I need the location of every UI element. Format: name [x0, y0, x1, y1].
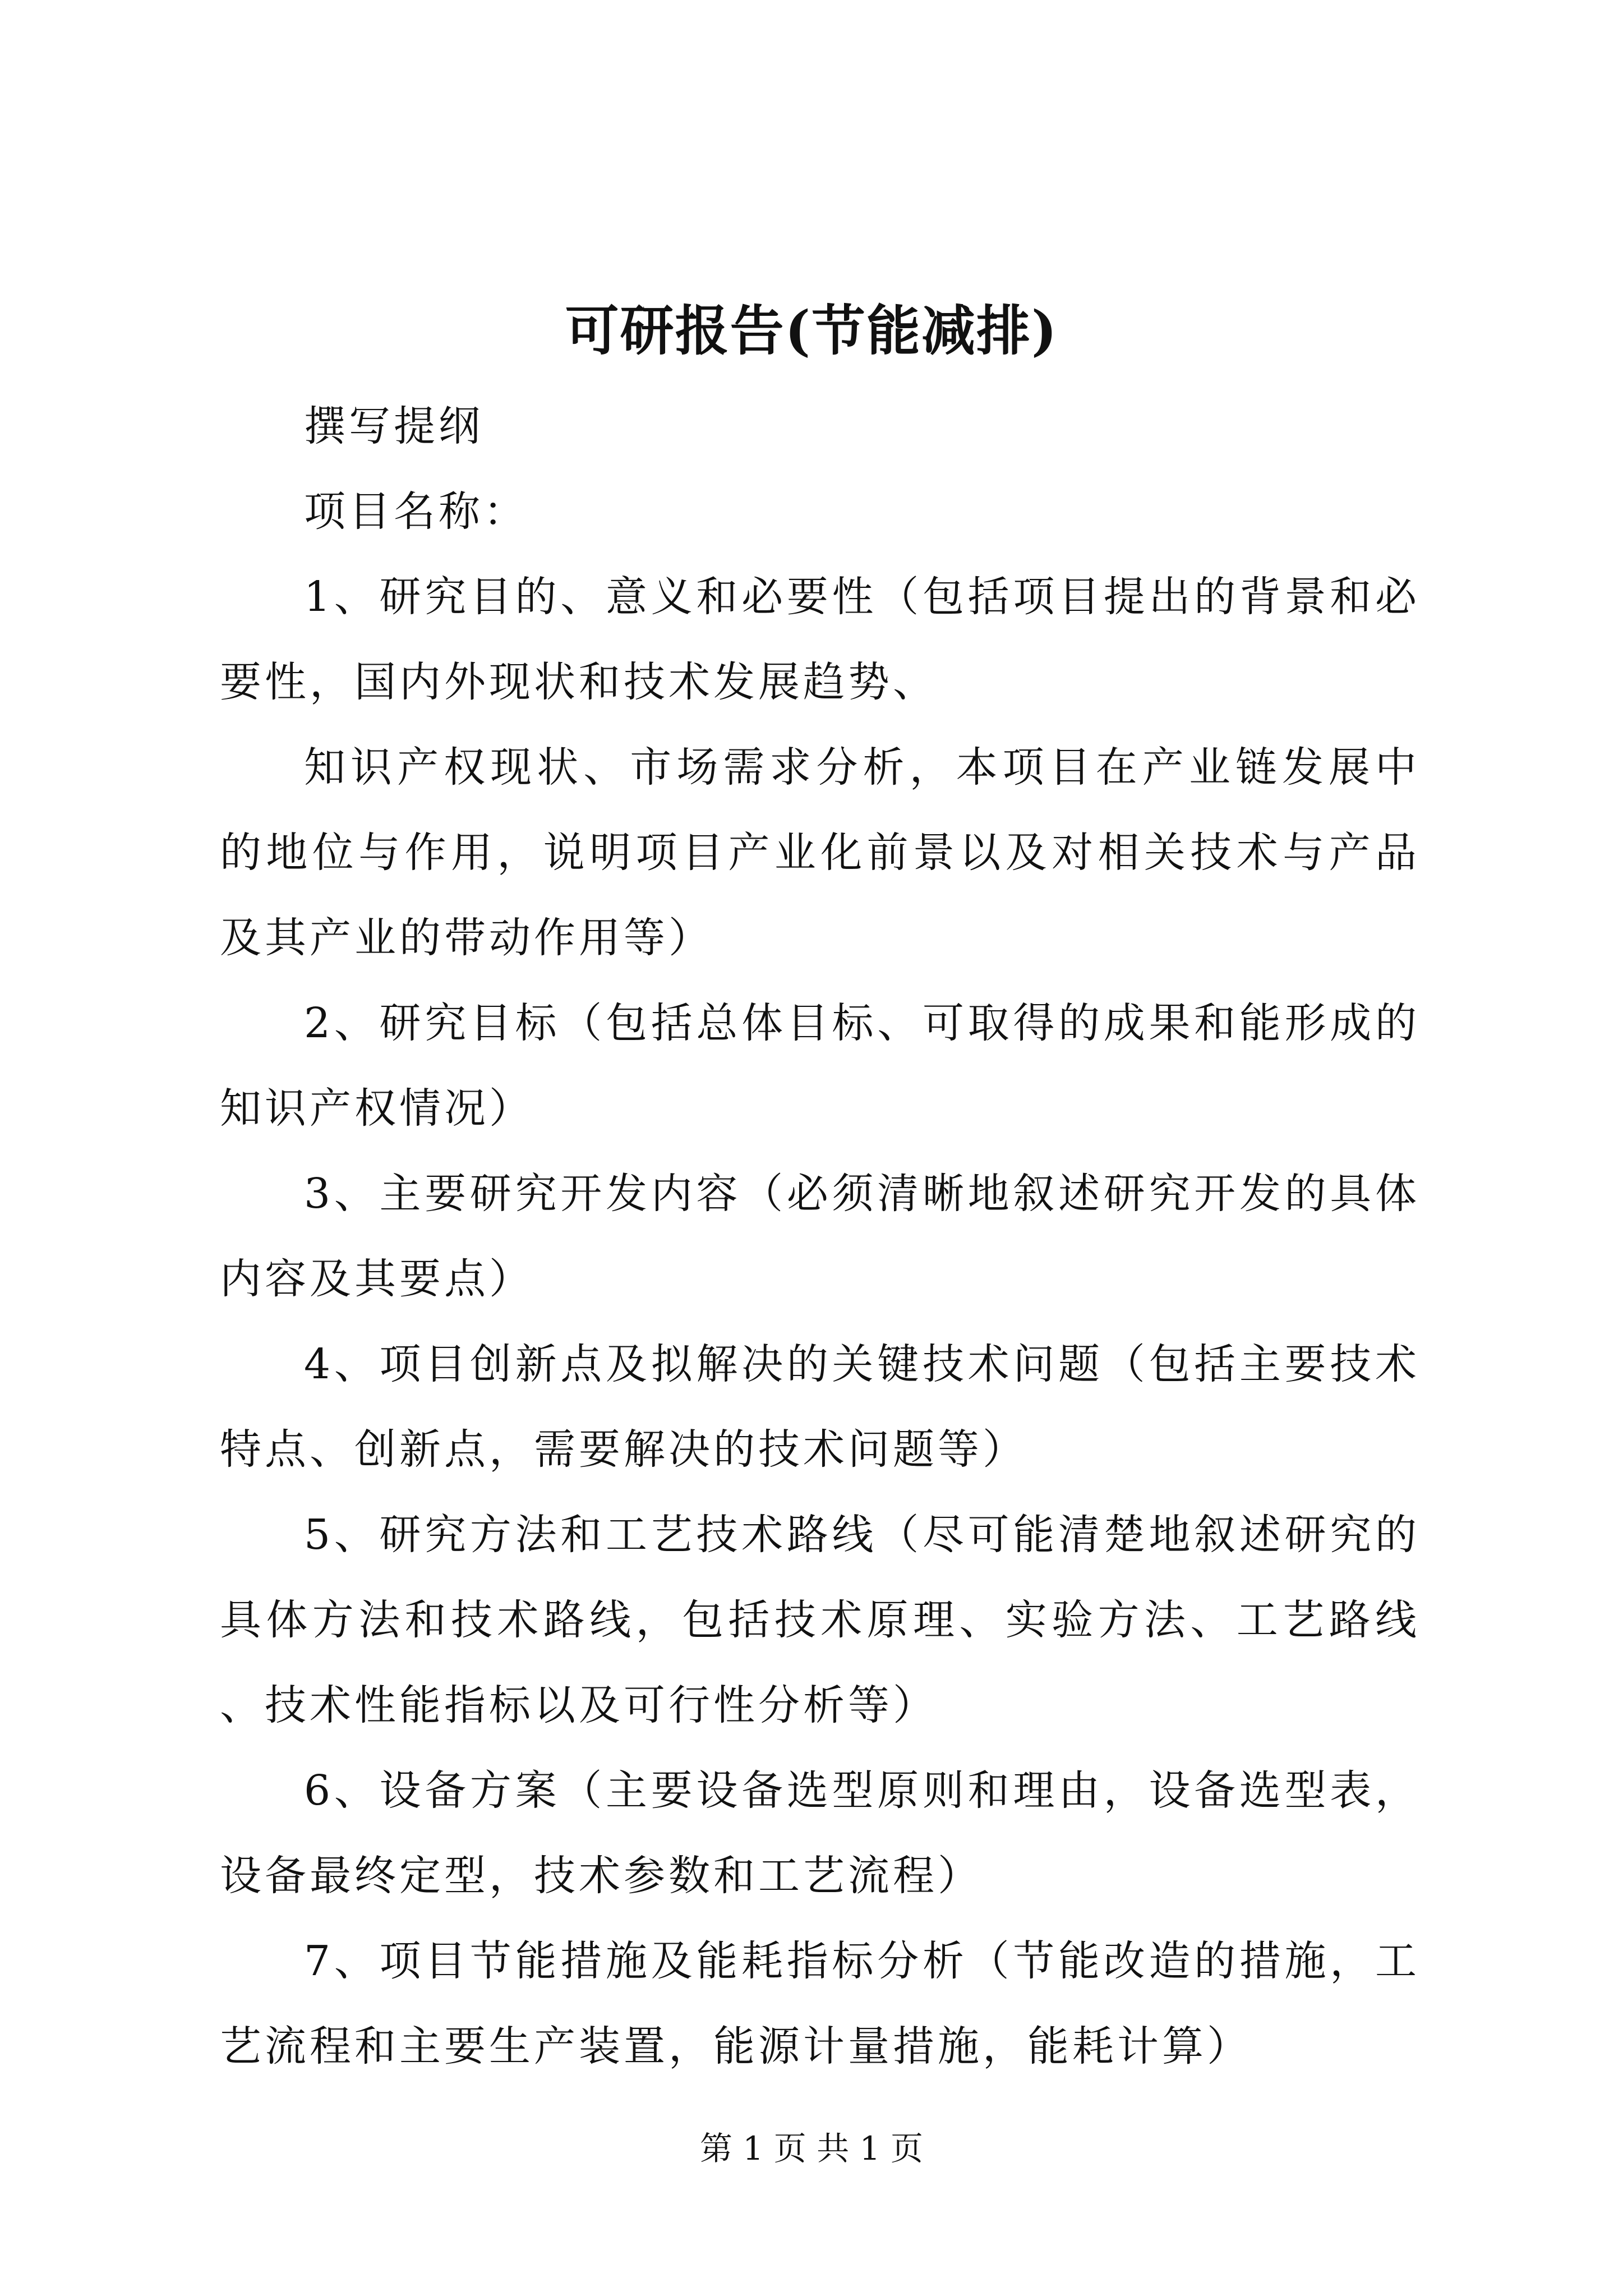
- paragraph-item-1: 1、研究目的、意义和必要性（包括项目提出的背景和必要性，国内外现状和技术发展趋势、: [220, 573, 1420, 706]
- paragraph-item-1-continued: 知识产权现状、市场需求分析，本项目在产业链发展中的地位与作用，说明项目产业化前景以及对相关技术与产品及其产业的带动作用等）: [220, 743, 1420, 962]
- paragraph-outline-heading: 撰写提纲: [304, 402, 483, 450]
- paragraph-item-3: 3、主要研究开发内容（必须清晰地叙述研究开发的具体内容及其要点）: [220, 1170, 1420, 1303]
- paragraph-item-7: 7、项目节能措施及能耗指标分析（节能改造的措施，工艺流程和主要生产装置，能源计量措施，能耗计算）: [220, 1937, 1420, 2070]
- page-footer: 第 1 页 共 1 页: [700, 2129, 923, 2168]
- paragraph-item-5: 5、研究方法和工艺技术路线（尽可能清楚地叙述研究的具体方法和技术路线，包括技术原理、实验方法、工艺路线、技术性能指标以及可行性分析等）: [220, 1511, 1420, 1729]
- paragraph-item-6: 6、设备方案（主要设备选型原则和理由，设备选型表，设备最终定型，技术参数和工艺流程）: [220, 1766, 1420, 1900]
- paragraph-item-4: 4、项目创新点及拟解决的关键技术问题（包括主要技术特点、创新点，需要解决的技术问题等）: [220, 1340, 1420, 1474]
- document-title: 可研报告(节能减排): [565, 299, 1058, 362]
- paragraph-item-2: 2、研究目标（包括总体目标、可取得的成果和能形成的知识产权情况）: [220, 999, 1420, 1133]
- paragraph-project-name: 项目名称：: [304, 487, 528, 536]
- document-body: [220, 384, 1420, 2089]
